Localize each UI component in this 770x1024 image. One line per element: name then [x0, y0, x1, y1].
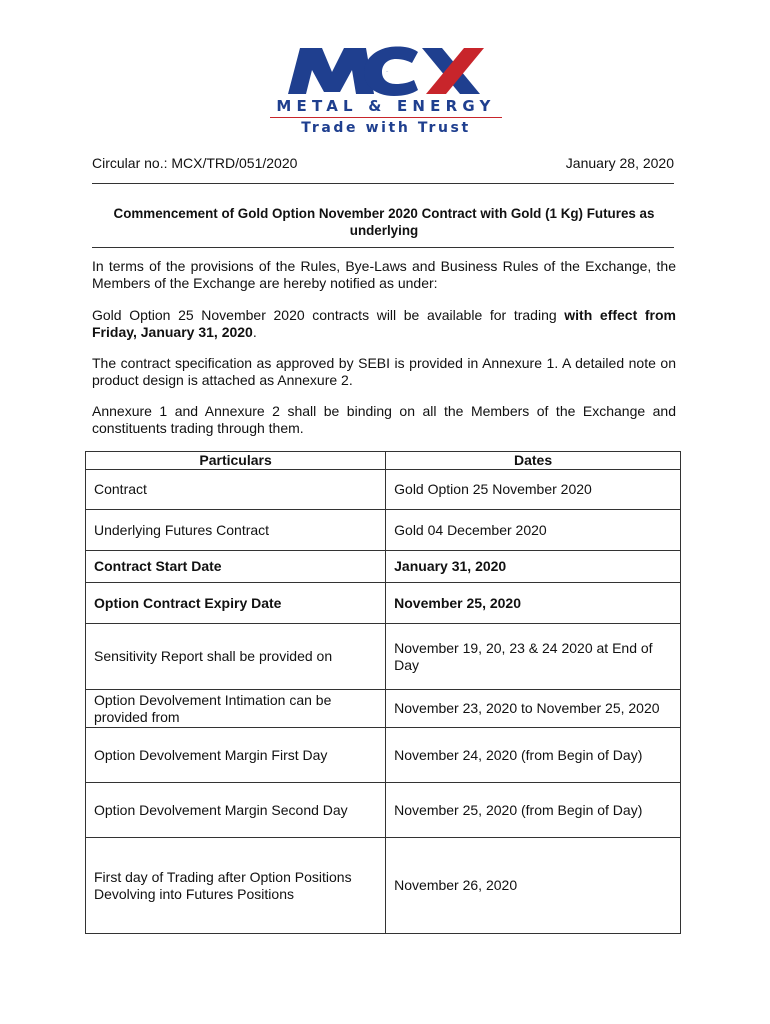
header-dates: Dates [386, 452, 681, 470]
mcx-logo [266, 42, 506, 142]
particular-cell: Contract [86, 470, 386, 510]
table-row [86, 470, 681, 510]
table-row [86, 510, 681, 551]
mcx-logo-mark [266, 42, 506, 98]
paragraph-availability [92, 307, 676, 341]
availability-text: Gold Option 25 November 2020 contracts will be available for trading [92, 307, 565, 323]
contract-dates-table [85, 451, 681, 934]
header-particulars: Particulars [86, 452, 386, 470]
date-cell: November 25, 2020 [386, 583, 681, 624]
date-cell: November 26, 2020 [386, 838, 681, 934]
logo-tagline-secondary: Trade with Trust [301, 120, 471, 136]
particular-cell: Option Devolvement Margin Second Day [86, 783, 386, 838]
particular-cell: First day of Trading after Option Positions Devolving into Futures Positions [86, 838, 386, 934]
table-row [86, 583, 681, 624]
table-row [86, 551, 681, 583]
date-cell: November 23, 2020 to November 25, 2020 [386, 690, 681, 728]
table-row [86, 690, 681, 728]
circular-number: Circular no.: MCX/TRD/051/2020 [92, 155, 298, 171]
logo-divider [270, 117, 502, 118]
particular-cell: Option Devolvement Margin First Day [86, 728, 386, 783]
date-cell: November 19, 20, 23 & 24 2020 at End of Day [386, 624, 681, 690]
table-row [86, 783, 681, 838]
date-cell: November 25, 2020 (from Begin of Day) [386, 783, 681, 838]
availability-suffix: . [252, 324, 257, 340]
particular-cell: Option Devolvement Intimation can be provided from [86, 690, 386, 728]
date-cell: January 31, 2020 [386, 551, 681, 583]
logo-text: MCX [386, 72, 389, 73]
particular-cell: Sensitivity Report shall be provided on [86, 624, 386, 690]
table-row [86, 728, 681, 783]
table-row [86, 838, 681, 934]
paragraph-specification: The contract specification as approved by SEBI is provided in Annexure 1. A detailed note on product design is attached as Annexure 2. [92, 355, 676, 388]
date-cell: Gold Option 25 November 2020 [386, 470, 681, 510]
divider-title [92, 247, 674, 248]
particular-cell: Contract Start Date [86, 551, 386, 583]
paragraph-binding: Annexure 1 and Annexure 2 shall be binding on all the Members of the Exchange and constituents trading through them. [92, 403, 676, 436]
divider-top [92, 183, 674, 184]
particular-cell: Option Contract Expiry Date [86, 583, 386, 624]
availability-effective-date: with effect from Friday, January 31, 2020 [92, 307, 676, 340]
particular-cell: Underlying Futures Contract [86, 510, 386, 551]
circular-date: January 28, 2020 [565, 155, 674, 171]
paragraph-intro: In terms of the provisions of the Rules, Bye-Laws and Business Rules of the Exchange, the Members of the Exchange are hereby notified as under: [92, 258, 676, 291]
circular-title: Commencement of Gold Option November 2020 Contract with Gold (1 Kg) Futures as underlying [113, 206, 655, 238]
table-header-row [86, 452, 681, 470]
logo-tagline-primary: METAL & ENERGY [276, 97, 496, 115]
date-cell: Gold 04 December 2020 [386, 510, 681, 551]
date-cell: November 24, 2020 (from Begin of Day) [386, 728, 681, 783]
table-row [86, 624, 681, 690]
